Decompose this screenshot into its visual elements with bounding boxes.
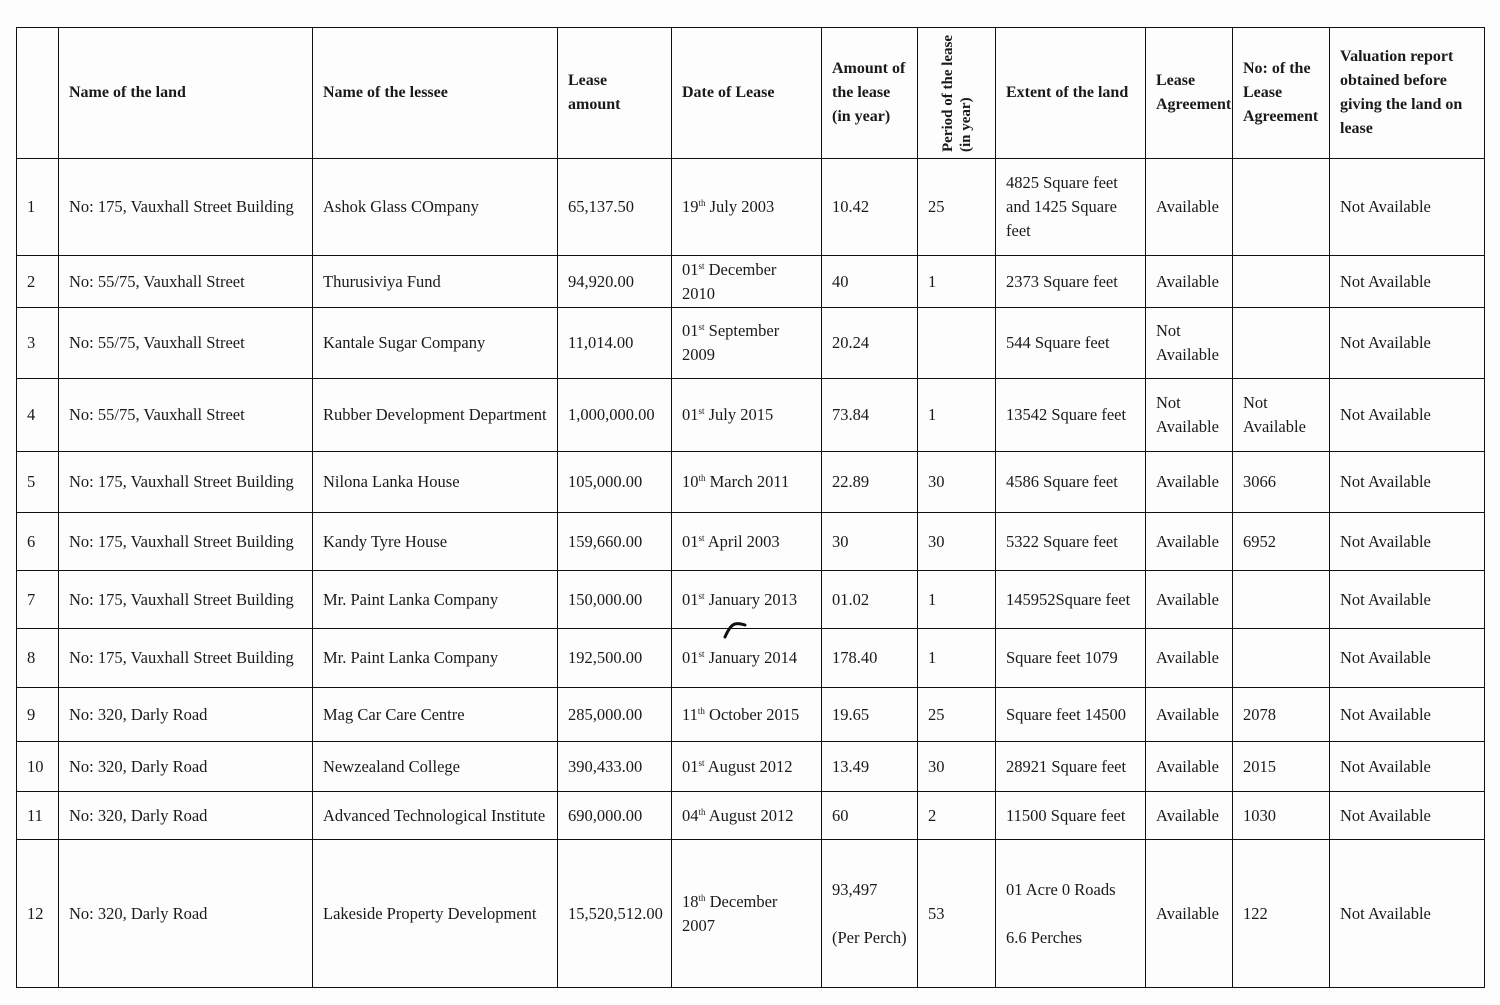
agreement-status: Not Available	[1146, 308, 1233, 379]
land-name: No: 175, Vauxhall Street Building	[59, 571, 313, 629]
agreement-number: 2015	[1233, 742, 1330, 792]
land-extent: Square feet 1079	[996, 629, 1146, 688]
land-name: No: 175, Vauxhall Street Building	[59, 452, 313, 513]
lease-date: 01st July 2015	[672, 379, 822, 452]
agreement-number	[1233, 256, 1330, 308]
lease-amount: 690,000.00	[558, 792, 672, 840]
lease-date: 01st January 2013	[672, 571, 822, 629]
lease-date: 10th March 2011	[672, 452, 822, 513]
land-extent: 544 Square feet	[996, 308, 1146, 379]
header-lease-agreement: Lease Agreement	[1146, 28, 1233, 159]
row-number: 2	[17, 256, 59, 308]
land-name: No: 320, Darly Road	[59, 742, 313, 792]
lease-table	[16, 27, 1485, 988]
header-date-of-lease: Date of Lease	[672, 28, 822, 159]
land-extent: 11500 Square feet	[996, 792, 1146, 840]
lease-period: 1	[918, 379, 996, 452]
agreement-number: 3066	[1233, 452, 1330, 513]
lease-date: 04th August 2012	[672, 792, 822, 840]
row-number: 11	[17, 792, 59, 840]
agreement-number: Not Available	[1233, 379, 1330, 452]
table-header-row	[17, 28, 1485, 159]
table-row	[17, 629, 1485, 688]
lease-date: 19th July 2003	[672, 159, 822, 256]
land-name: No: 55/75, Vauxhall Street	[59, 308, 313, 379]
agreement-status: Available	[1146, 571, 1233, 629]
land-name: No: 175, Vauxhall Street Building	[59, 629, 313, 688]
lessee-name: Mr. Paint Lanka Company	[313, 571, 558, 629]
row-number: 1	[17, 159, 59, 256]
land-name: No: 320, Darly Road	[59, 792, 313, 840]
lessee-name: Thurusiviya Fund	[313, 256, 558, 308]
agreement-status: Available	[1146, 452, 1233, 513]
valuation-status: Not Available	[1330, 452, 1485, 513]
amount-per-year: 30	[822, 513, 918, 571]
table-row	[17, 513, 1485, 571]
land-extent: 5322 Square feet	[996, 513, 1146, 571]
lessee-name: Kantale Sugar Company	[313, 308, 558, 379]
valuation-status: Not Available	[1330, 308, 1485, 379]
lease-period: 25	[918, 688, 996, 742]
land-extent: 28921 Square feet	[996, 742, 1146, 792]
header-lease-amount: Lease amount	[558, 28, 672, 159]
header-lessee-name: Name of the lessee	[313, 28, 558, 159]
lease-amount: 192,500.00	[558, 629, 672, 688]
lessee-name: Ashok Glass COmpany	[313, 159, 558, 256]
lessee-name: Advanced Technological Institute	[313, 792, 558, 840]
amount-per-year: 10.42	[822, 159, 918, 256]
header-agreement-number: No: of the Lease Agreement	[1233, 28, 1330, 159]
row-number: 3	[17, 308, 59, 379]
land-extent: 4586 Square feet	[996, 452, 1146, 513]
lessee-name: Lakeside Property Development	[313, 840, 558, 988]
agreement-status: Available	[1146, 159, 1233, 256]
valuation-status: Not Available	[1330, 629, 1485, 688]
lease-period: 1	[918, 256, 996, 308]
amount-per-year: 178.40	[822, 629, 918, 688]
lease-date: 01st January 2014	[672, 629, 822, 688]
agreement-number: 1030	[1233, 792, 1330, 840]
land-name: No: 175, Vauxhall Street Building	[59, 513, 313, 571]
table-row	[17, 308, 1485, 379]
amount-per-year: 01.02	[822, 571, 918, 629]
lessee-name: Nilona Lanka House	[313, 452, 558, 513]
agreement-status: Available	[1146, 792, 1233, 840]
land-extent	[996, 840, 1146, 988]
amount-per-year: 73.84	[822, 379, 918, 452]
lease-amount: 150,000.00	[558, 571, 672, 629]
valuation-status: Not Available	[1330, 792, 1485, 840]
agreement-number	[1233, 308, 1330, 379]
agreement-number: 6952	[1233, 513, 1330, 571]
table-row	[17, 379, 1485, 452]
lessee-name: Mag Car Care Centre	[313, 688, 558, 742]
row-number: 9	[17, 688, 59, 742]
header-extent: Extent of the land	[996, 28, 1146, 159]
land-name: No: 55/75, Vauxhall Street	[59, 256, 313, 308]
land-extent: Square feet 14500	[996, 688, 1146, 742]
header-land-name: Name of the land	[59, 28, 313, 159]
table-row	[17, 452, 1485, 513]
lease-amount: 159,660.00	[558, 513, 672, 571]
table-row	[17, 792, 1485, 840]
agreement-number	[1233, 159, 1330, 256]
valuation-status: Not Available	[1330, 379, 1485, 452]
lessee-name: Mr. Paint Lanka Company	[313, 629, 558, 688]
amount-per-year	[822, 840, 918, 988]
row-number: 8	[17, 629, 59, 688]
valuation-status: Not Available	[1330, 571, 1485, 629]
land-name: No: 320, Darly Road	[59, 840, 313, 988]
agreement-number: 122	[1233, 840, 1330, 988]
lease-date: 11th October 2015	[672, 688, 822, 742]
land-extent-line-1: 01 Acre 0 Roads	[1006, 879, 1116, 899]
agreement-status: Available	[1146, 629, 1233, 688]
agreement-status: Available	[1146, 840, 1233, 988]
table-row	[17, 742, 1485, 792]
lease-date: 01st April 2003	[672, 513, 822, 571]
lease-amount: 11,014.00	[558, 308, 672, 379]
lease-amount: 1,000,000.00	[558, 379, 672, 452]
header-period	[918, 28, 996, 159]
land-extent: 13542 Square feet	[996, 379, 1146, 452]
land-extent: 4825 Square feet and 1425 Square feet	[996, 159, 1146, 256]
valuation-status: Not Available	[1330, 513, 1485, 571]
land-extent-line-2: 6.6 Perches	[1006, 927, 1083, 947]
lease-period: 30	[918, 513, 996, 571]
valuation-status: Not Available	[1330, 159, 1485, 256]
amount-per-year: 19.65	[822, 688, 918, 742]
valuation-status: Not Available	[1330, 742, 1485, 792]
row-number: 12	[17, 840, 59, 988]
header-valuation-report: Valuation report obtained before giving the land on lease	[1330, 28, 1485, 159]
valuation-status: Not Available	[1330, 688, 1485, 742]
agreement-status: Available	[1146, 513, 1233, 571]
agreement-number: 2078	[1233, 688, 1330, 742]
land-extent: 2373 Square feet	[996, 256, 1146, 308]
amount-per-year: 13.49	[822, 742, 918, 792]
lease-amount: 15,520,512.00	[558, 840, 672, 988]
row-number: 5	[17, 452, 59, 513]
lessee-name: Newzealand College	[313, 742, 558, 792]
amount-per-year: 22.89	[822, 452, 918, 513]
agreement-status: Available	[1146, 256, 1233, 308]
amount-per-year-value: 93,497	[832, 879, 878, 899]
lease-period: 1	[918, 571, 996, 629]
lease-amount: 390,433.00	[558, 742, 672, 792]
agreement-number	[1233, 571, 1330, 629]
amount-per-year: 60	[822, 792, 918, 840]
lessee-name: Kandy Tyre House	[313, 513, 558, 571]
amount-per-year: 20.24	[822, 308, 918, 379]
table-row	[17, 256, 1485, 308]
land-name: No: 175, Vauxhall Street Building	[59, 159, 313, 256]
agreement-status: Available	[1146, 688, 1233, 742]
agreement-number	[1233, 629, 1330, 688]
table-row	[17, 159, 1485, 256]
lease-date: 18th December 2007	[672, 840, 822, 988]
lease-amount: 94,920.00	[558, 256, 672, 308]
table-row	[17, 840, 1485, 988]
lease-period: 30	[918, 742, 996, 792]
lease-amount: 285,000.00	[558, 688, 672, 742]
agreement-status: Not Available	[1146, 379, 1233, 452]
lease-period: 2	[918, 792, 996, 840]
table-row	[17, 688, 1485, 742]
agreement-status: Available	[1146, 742, 1233, 792]
valuation-status: Not Available	[1330, 256, 1485, 308]
lease-period: 53	[918, 840, 996, 988]
lease-date: 01st December 2010	[672, 256, 822, 308]
lease-period: 30	[918, 452, 996, 513]
land-extent: 145952Square feet	[996, 571, 1146, 629]
lease-period: 25	[918, 159, 996, 256]
row-number: 7	[17, 571, 59, 629]
amount-per-year-unit: (Per Perch)	[832, 927, 907, 947]
row-number: 10	[17, 742, 59, 792]
row-number: 6	[17, 513, 59, 571]
amount-per-year: 40	[822, 256, 918, 308]
lease-amount: 105,000.00	[558, 452, 672, 513]
lease-date: 01st September 2009	[672, 308, 822, 379]
lease-period	[918, 308, 996, 379]
land-name: No: 320, Darly Road	[59, 688, 313, 742]
lease-period: 1	[918, 629, 996, 688]
valuation-status: Not Available	[1330, 840, 1485, 988]
header-amount-per-year: Amount of the lease (in year)	[822, 28, 918, 159]
land-name: No: 55/75, Vauxhall Street	[59, 379, 313, 452]
table-row	[17, 571, 1485, 629]
header-period-label: Period of the lease (in year)	[939, 34, 974, 152]
lease-amount: 65,137.50	[558, 159, 672, 256]
header-num	[17, 28, 59, 159]
lease-date: 01st August 2012	[672, 742, 822, 792]
row-number: 4	[17, 379, 59, 452]
lessee-name: Rubber Development Department	[313, 379, 558, 452]
